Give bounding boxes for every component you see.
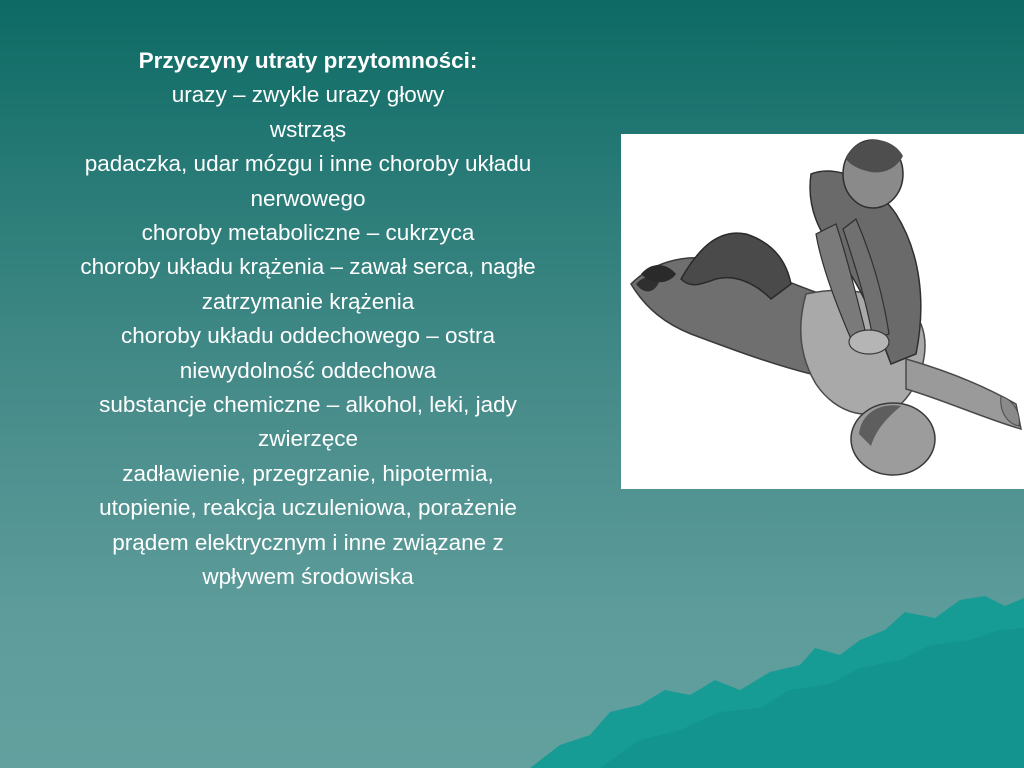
cause-line-15: wpływem środowiska [202, 564, 414, 590]
cause-line-4: nerwowego [250, 185, 366, 211]
cause-line-8: choroby układu oddechowego – ostra [120, 323, 495, 349]
cause-line-2: wstrząs [269, 116, 347, 142]
mountain-shadow [600, 628, 1024, 768]
cause-line-14: prądem elektrycznym i inne związane z [112, 529, 504, 555]
cause-line-1: urazy – zwykle urazy głowy [171, 82, 445, 108]
mountain-silhouette [530, 596, 1024, 768]
cause-line-11: zwierzęce [257, 426, 359, 452]
cause-line-3: padaczka, udar mózgu i inne choroby układu [84, 151, 532, 177]
slide-title: Przyczyny utraty przytomności: [138, 48, 478, 73]
rescuer-hands [849, 330, 889, 354]
cause-line-12: zadławienie, przegrzanie, hipotermia, [122, 460, 494, 486]
slide-text-block [14, 44, 602, 595]
cause-line-6: choroby układu krążenia – zawał serca, nagłe [80, 254, 536, 280]
cause-line-9: niewydolność oddechowa [179, 357, 437, 383]
first-aid-illustration [621, 134, 1024, 489]
cause-line-13: utopienie, reakcja uczuleniowa, porażenie [99, 495, 517, 521]
cause-line-7: zatrzymanie krążenia [201, 288, 415, 314]
cause-line-10: substancje chemiczne – alkohol, leki, jady [99, 392, 517, 418]
victim-head [851, 403, 935, 475]
cause-line-5: choroby metaboliczne – cukrzyca [141, 220, 475, 246]
cpr-drawing [621, 134, 1024, 489]
